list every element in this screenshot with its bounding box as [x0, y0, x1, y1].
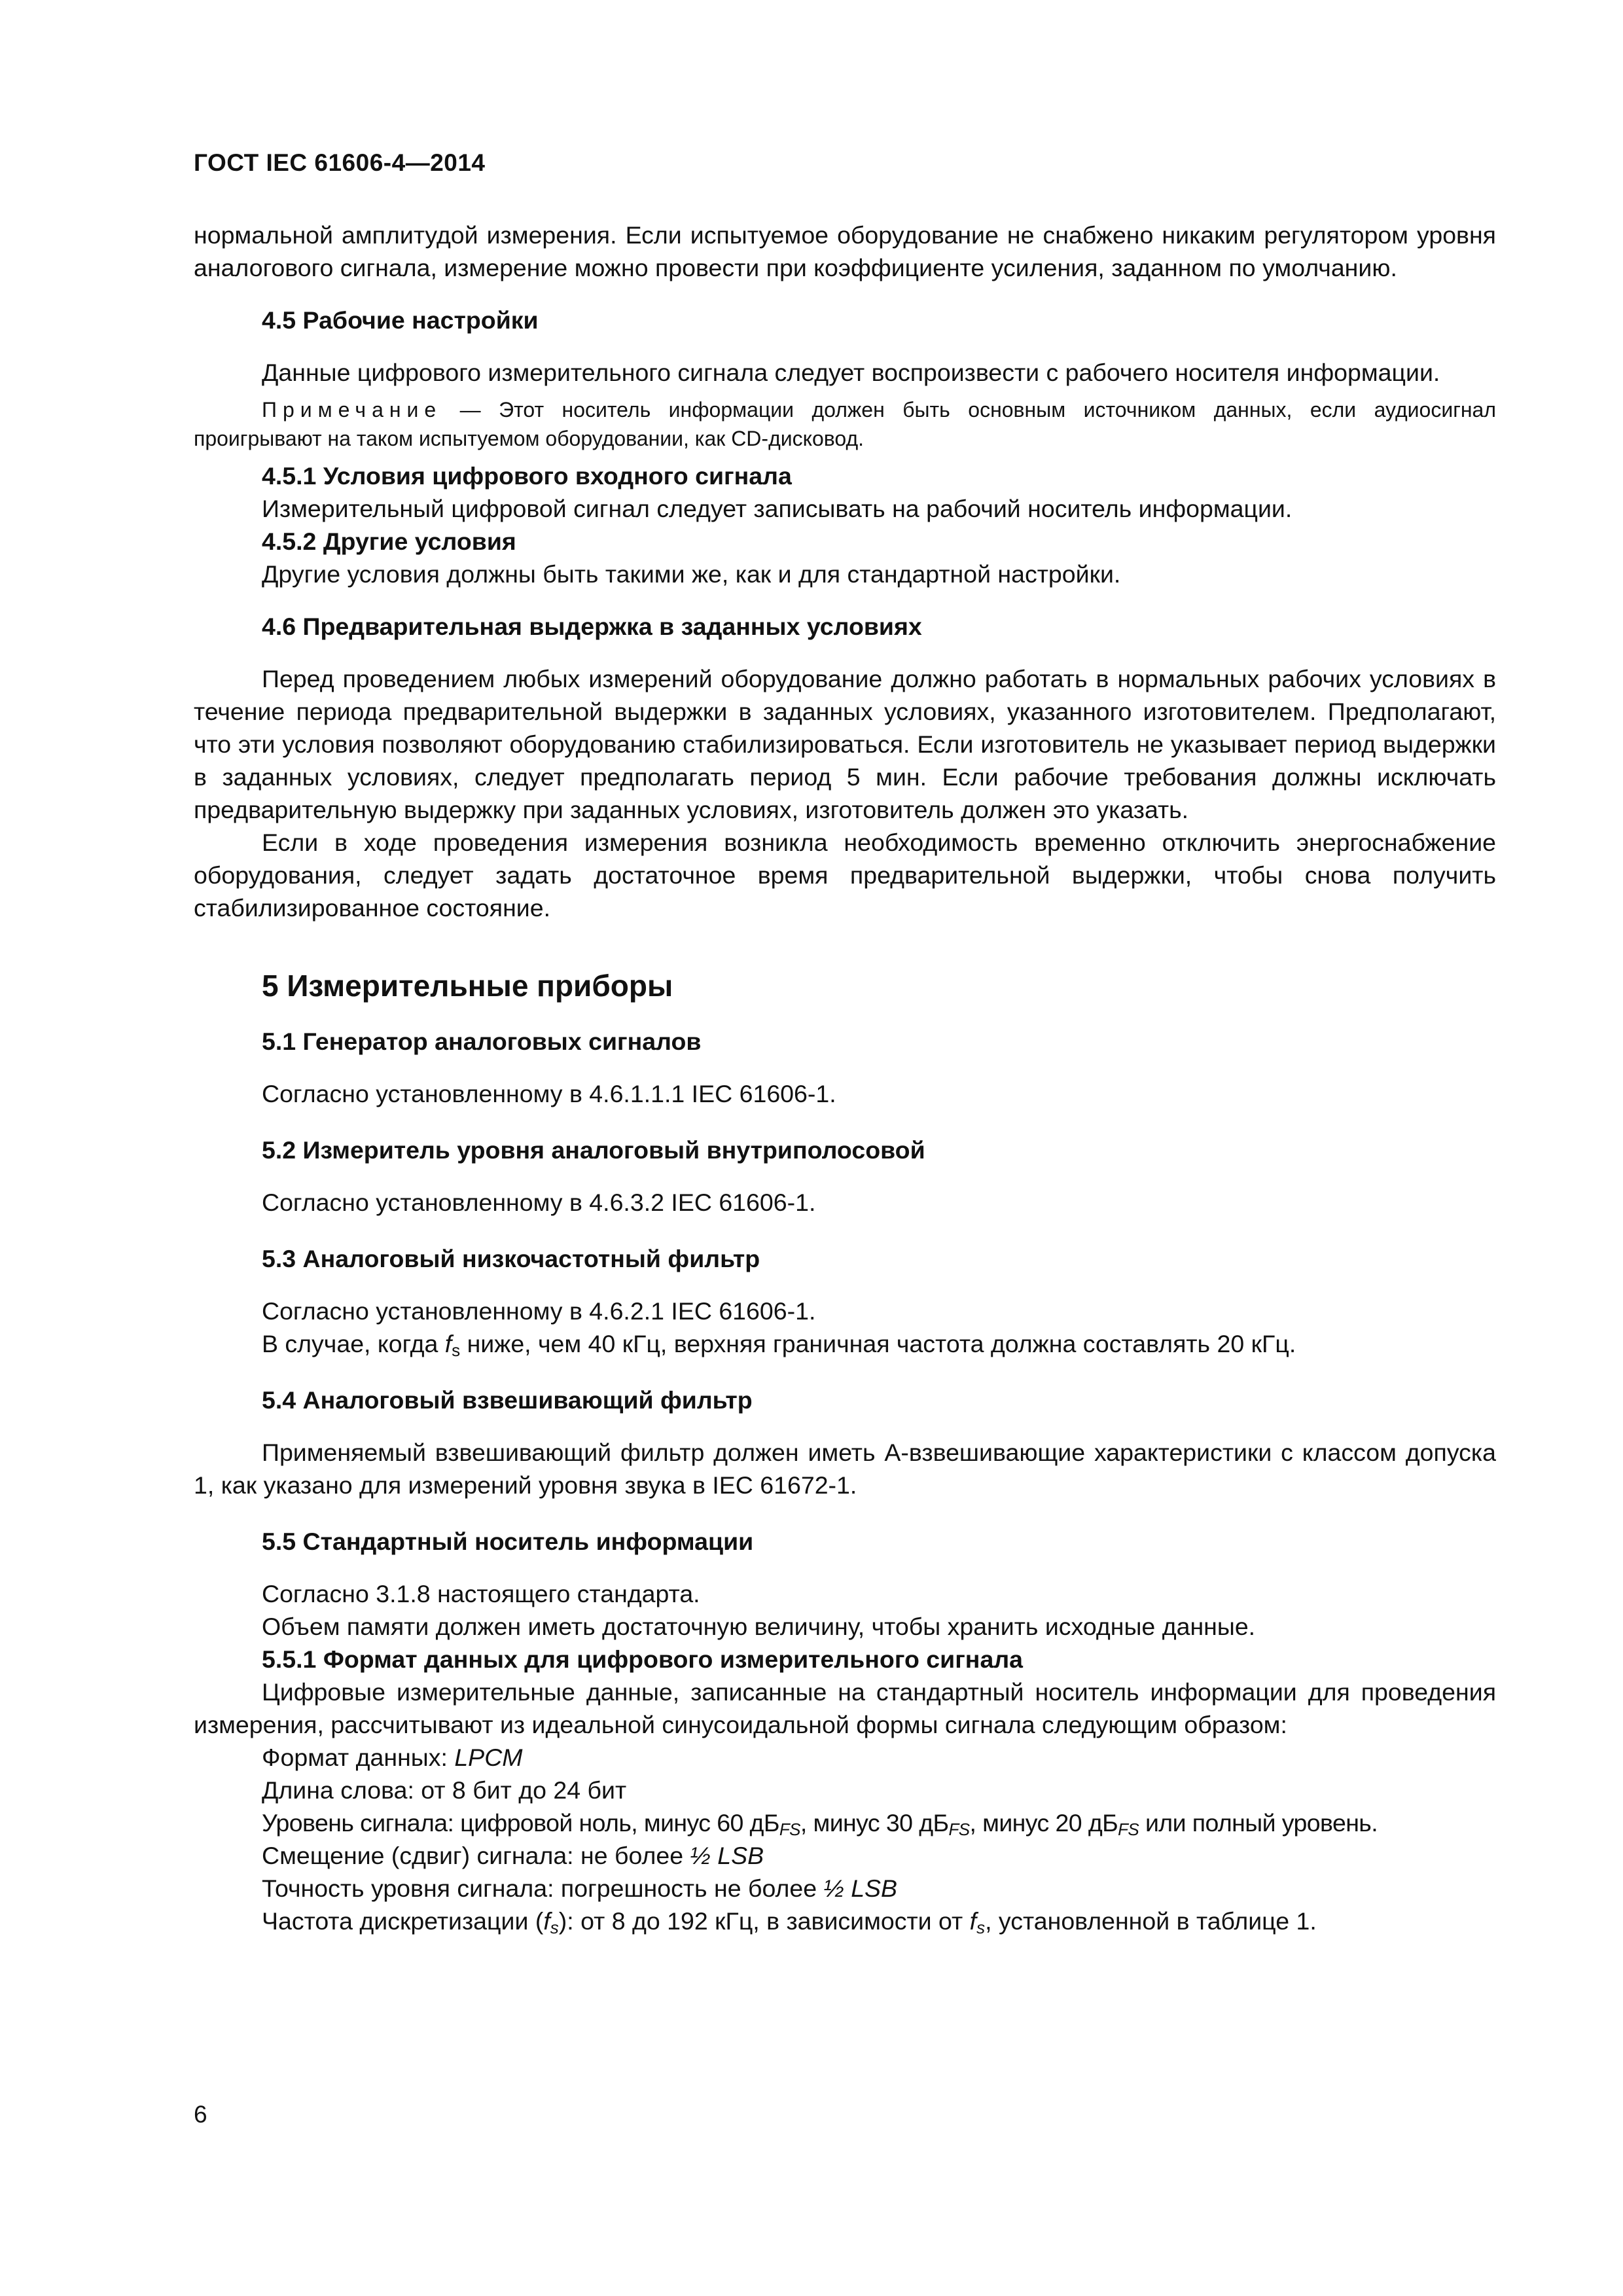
section-5-3-title: 5.3 Аналоговый низкочастотный фильтр	[262, 1245, 760, 1272]
section-4-5-title: 4.5 Рабочие настройки	[262, 306, 539, 334]
section-4-6-paragraph-1: Перед проведением любых измерений оборудование должно работать в нормальных рабочих условиях в течение периода предварительной выдержки в заданных условиях, указанного изготовителем. Предполагают, что эти условия позволяют оборудованию стабилизироваться. Если изготовитель не указывает период выдержки в заданных условиях, следует предполагать период 5 мин. Если рабочие требования должны исключать предварительную выдержку при заданных условиях, изготовитель должен это указать.	[194, 665, 1496, 823]
intro-paragraph: нормальной амплитудой измерения. Если испытуемое оборудование не снабжено никаким регулятором уровня аналогового сигнала, измерение можно провести при коэффициенте усиления, заданном по умолчанию.	[194, 221, 1496, 281]
section-4-5-1-paragraph: Измерительный цифровой сигнал следует записывать на рабочий носитель информации.	[262, 495, 1293, 522]
page-number: 6	[194, 2101, 207, 2128]
section-5-1-paragraph: Согласно установленному в 4.6.1.1.1 IEC 61606-1.	[262, 1080, 836, 1107]
section-5-5-paragraph-2: Объем памяти должен иметь достаточную величину, чтобы хранить исходные данные.	[262, 1613, 1256, 1640]
document-body	[194, 219, 1496, 1937]
signal-offset-line: Смещение (сдвиг) сигнала: не более ½ LSB	[262, 1842, 764, 1869]
section-5-5-1-title: 5.5.1 Формат данных для цифрового измерительного сигнала	[262, 1645, 1023, 1673]
section-4-5-2-paragraph: Другие условия должны быть такими же, как и для стандартной настройки.	[262, 560, 1121, 588]
section-4-5-2-title: 4.5.2 Другие условия	[262, 528, 516, 555]
document-code-header: ГОСТ IEC 61606-4—2014	[194, 149, 486, 176]
signal-accuracy-line: Точность уровня сигнала: погрешность не более ½ LSB	[262, 1874, 898, 1902]
section-4-6-paragraph-2: Если в ходе проведения измерения возникла необходимость временно отключить энергоснабжение оборудования, следует задать достаточное время предварительной выдержки, чтобы снова получить стабилизированное состояние.	[194, 829, 1496, 922]
section-5-title: 5 Измерительные приборы	[262, 969, 673, 1003]
section-5-2-paragraph: Согласно установленному в 4.6.3.2 IEC 61606-1.	[262, 1189, 816, 1216]
signal-level-line: Уровень сигнала: цифровой ноль, минус 60 $дБ_{FS}$, минус 30 $дБ_{FS}$, минус 20 $дБ_{FS}$ или полный уровень.	[262, 1809, 1378, 1839]
word-length-line: Длина слова: от 8 бит до 24 бит	[262, 1776, 627, 1804]
note-label: Примечание	[262, 398, 442, 422]
section-5-2-title: 5.2 Измеритель уровня аналоговый внутриполосовой	[262, 1136, 925, 1164]
sampling-rate-line: Частота дискретизации $(f_s)$: от 8 до 192 кГц, в зависимости от $f_s$, установленной в таблице 1.	[262, 1907, 1317, 1937]
section-5-3-paragraph-2: В случае, когда $f_s$ ниже, чем 40 кГц, верхняя граничная частота должна составлять 20 кГц.	[262, 1330, 1296, 1360]
section-4-5-note	[194, 395, 1496, 453]
data-format-line: Формат данных: LPCM	[262, 1744, 523, 1771]
section-4-5-1-title: 4.5.1 Условия цифрового входного сигнала	[262, 462, 792, 490]
section-5-5-paragraph-1: Согласно 3.1.8 настоящего стандарта.	[262, 1580, 700, 1607]
section-5-4-paragraph: Применяемый взвешивающий фильтр должен иметь A-взвешивающие характеристики с классом допуска 1, как указано для измерений уровня звука в IEC 61672-1.	[194, 1439, 1496, 1499]
section-4-6-title: 4.6 Предварительная выдержка в заданных условиях	[262, 613, 922, 640]
section-5-1-title: 5.1 Генератор аналоговых сигналов	[262, 1028, 702, 1055]
section-4-5-paragraph: Данные цифрового измерительного сигнала следует воспроизвести с рабочего носителя информации.	[262, 359, 1440, 386]
section-5-5-1-paragraph: Цифровые измерительные данные, записанные на стандартный носитель информации для проведения измерения, рассчитывают из идеальной синусоидальной формы сигнала следующим образом:	[194, 1678, 1496, 1738]
note-text: — Этот носитель информации должен быть основным источником данных, если аудиосигнал проигрывают на таком испытуемом оборудовании, как CD-дисковод.	[194, 398, 1496, 450]
section-5-4-title: 5.4 Аналоговый взвешивающий фильтр	[262, 1386, 753, 1414]
section-5-5-title: 5.5 Стандартный носитель информации	[262, 1528, 754, 1555]
section-5-3-paragraph-1: Согласно установленному в 4.6.2.1 IEC 61606-1.	[262, 1297, 816, 1325]
